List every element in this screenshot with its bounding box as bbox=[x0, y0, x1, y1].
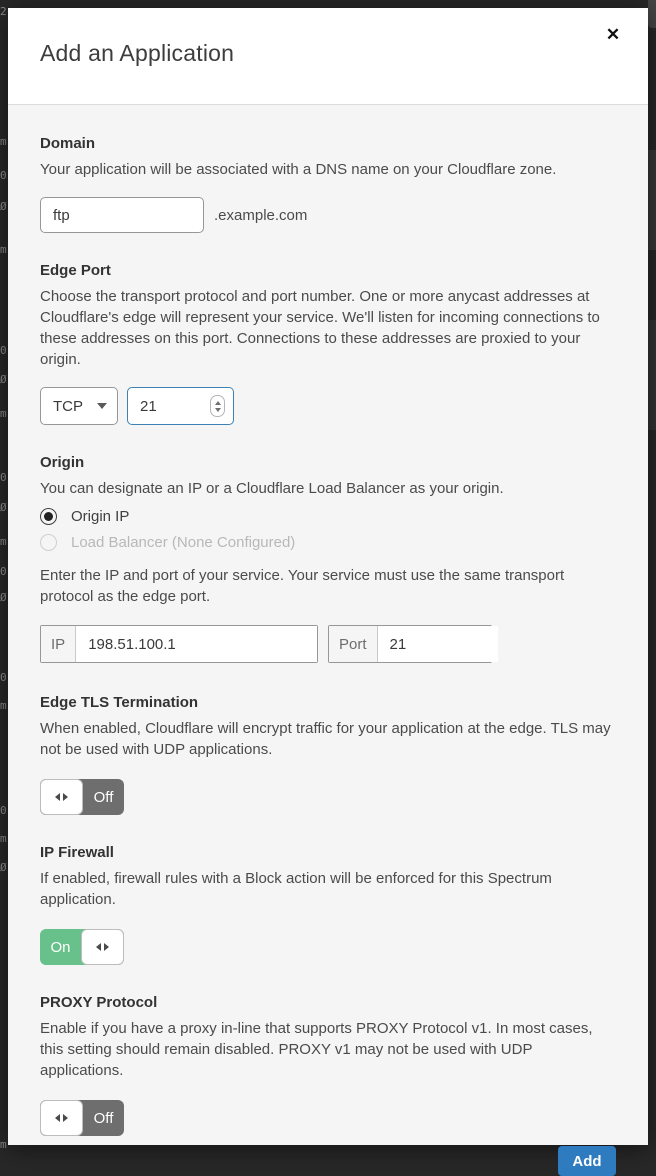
domain-description: Your application will be associated with a DNS name on your Cloudflare zone. bbox=[40, 161, 557, 178]
ip-firewall-description: If enabled, firewall rules with a Block action will be enforced for this Spectrum application. bbox=[40, 870, 552, 908]
origin-ip-input-group bbox=[40, 625, 318, 663]
backdrop-text-fragment: Ø bbox=[0, 861, 7, 874]
domain-label: Domain bbox=[40, 135, 96, 152]
toggle-knob bbox=[40, 1100, 83, 1136]
origin-port-input-group bbox=[328, 625, 492, 663]
origin-ip-input[interactable] bbox=[76, 626, 317, 662]
backdrop-text-fragment: m bbox=[0, 407, 7, 420]
proxy-protocol-label: PROXY Protocol bbox=[40, 994, 158, 1011]
ip-firewall-toggle[interactable] bbox=[40, 929, 124, 965]
domain-input[interactable] bbox=[40, 197, 204, 233]
add-button[interactable]: Add bbox=[558, 1146, 616, 1176]
ip-prefix-label: IP bbox=[41, 626, 76, 662]
origin-description: You can designate an IP or a Cloudflare Load Balancer as your origin. bbox=[40, 480, 504, 497]
toggle-arrows-icon bbox=[96, 943, 109, 951]
stepper-down-icon bbox=[215, 408, 221, 412]
origin-port-input[interactable] bbox=[378, 626, 498, 662]
toggle-knob bbox=[81, 929, 124, 965]
backdrop-text-fragment: Ø bbox=[0, 373, 7, 386]
backdrop-patch bbox=[648, 0, 656, 28]
domain-section bbox=[40, 135, 616, 233]
backdrop-text-fragment: 0 bbox=[0, 565, 7, 578]
radio-load-balancer[interactable] bbox=[40, 534, 616, 551]
toggle-arrows-icon bbox=[55, 793, 68, 801]
backdrop-text-fragment: m bbox=[0, 535, 7, 548]
edge-tls-toggle[interactable] bbox=[40, 779, 124, 815]
backdrop-patch bbox=[648, 320, 656, 430]
modal-body bbox=[8, 105, 648, 1176]
number-stepper[interactable] bbox=[210, 395, 225, 417]
chevron-down-icon bbox=[97, 403, 107, 409]
backdrop-text-fragment: 0 bbox=[0, 344, 7, 357]
backdrop-text-fragment: Ø bbox=[0, 591, 7, 604]
radio-unselected-icon bbox=[40, 534, 57, 551]
add-application-modal bbox=[8, 8, 648, 1170]
proxy-protocol-description: Enable if you have a proxy in-line that supports PROXY Protocol v1. In most cases, this setting should remain disabled. PROXY v1 may not be used with UDP applications. bbox=[40, 1020, 593, 1079]
backdrop-text-fragment: m bbox=[0, 832, 7, 845]
backdrop-text-fragment: Ø bbox=[0, 501, 7, 514]
protocol-select[interactable] bbox=[40, 387, 118, 425]
backdrop-text-fragment: m bbox=[0, 1138, 7, 1151]
backdrop-text-fragment: 0 bbox=[0, 169, 7, 182]
origin-ip-description: Enter the IP and port of your service. Your service must use the same transport protocol as the edge port. bbox=[40, 567, 565, 605]
backdrop-text-fragment: m bbox=[0, 699, 7, 712]
toggle-state-label: Off bbox=[93, 788, 114, 806]
toggle-knob bbox=[40, 779, 83, 815]
radio-origin-ip-label: Origin IP bbox=[71, 508, 130, 525]
ip-firewall-section bbox=[40, 844, 616, 965]
close-icon[interactable]: ✕ bbox=[600, 22, 626, 48]
edge-tls-label: Edge TLS Termination bbox=[40, 694, 199, 711]
toggle-state-label: Off bbox=[93, 1109, 114, 1127]
origin-label: Origin bbox=[40, 454, 85, 471]
modal-header bbox=[8, 8, 648, 105]
radio-origin-ip[interactable] bbox=[40, 508, 616, 525]
edge-port-input[interactable] bbox=[130, 398, 200, 415]
edge-port-label: Edge Port bbox=[40, 262, 111, 279]
proxy-protocol-section bbox=[40, 994, 616, 1136]
edge-port-section bbox=[40, 262, 616, 425]
backdrop-patch bbox=[648, 150, 656, 250]
stepper-up-icon bbox=[215, 401, 221, 405]
edge-tls-section bbox=[40, 694, 616, 815]
backdrop-text-fragment: 0 bbox=[0, 471, 7, 484]
edge-port-description: Choose the transport protocol and port number. One or more anycast addresses at Cloudflare's edge will represent your service. We'll listen for incoming connections to these addresses on this port. Connections to these addresses are proxied to your origin. bbox=[40, 288, 600, 368]
backdrop-text-fragment: 2 bbox=[0, 5, 7, 18]
domain-suffix: .example.com bbox=[214, 206, 308, 224]
backdrop-text-fragment: m bbox=[0, 243, 7, 256]
toggle-state-label: On bbox=[50, 938, 71, 956]
toggle-arrows-icon bbox=[55, 1114, 68, 1122]
backdrop-text-fragment: Ø bbox=[0, 200, 7, 213]
modal-footer bbox=[40, 1146, 616, 1176]
radio-load-balancer-label: Load Balancer (None Configured) bbox=[71, 534, 296, 551]
radio-selected-icon bbox=[40, 508, 57, 525]
backdrop-left-strip bbox=[0, 0, 8, 1153]
origin-section bbox=[40, 454, 616, 663]
ip-firewall-label: IP Firewall bbox=[40, 844, 114, 861]
protocol-select-value: TCP bbox=[53, 397, 83, 415]
backdrop-text-fragment: 0 bbox=[0, 804, 7, 817]
port-prefix-label: Port bbox=[329, 626, 378, 662]
backdrop-text-fragment: 0 bbox=[0, 671, 7, 684]
modal-title: Add an Application bbox=[40, 40, 235, 66]
backdrop-text-fragment: m bbox=[0, 135, 7, 148]
edge-port-input-wrap bbox=[127, 387, 234, 425]
edge-tls-description: When enabled, Cloudflare will encrypt traffic for your application at the edge. TLS may not be used with UDP applications. bbox=[40, 720, 611, 758]
proxy-protocol-toggle[interactable] bbox=[40, 1100, 124, 1136]
